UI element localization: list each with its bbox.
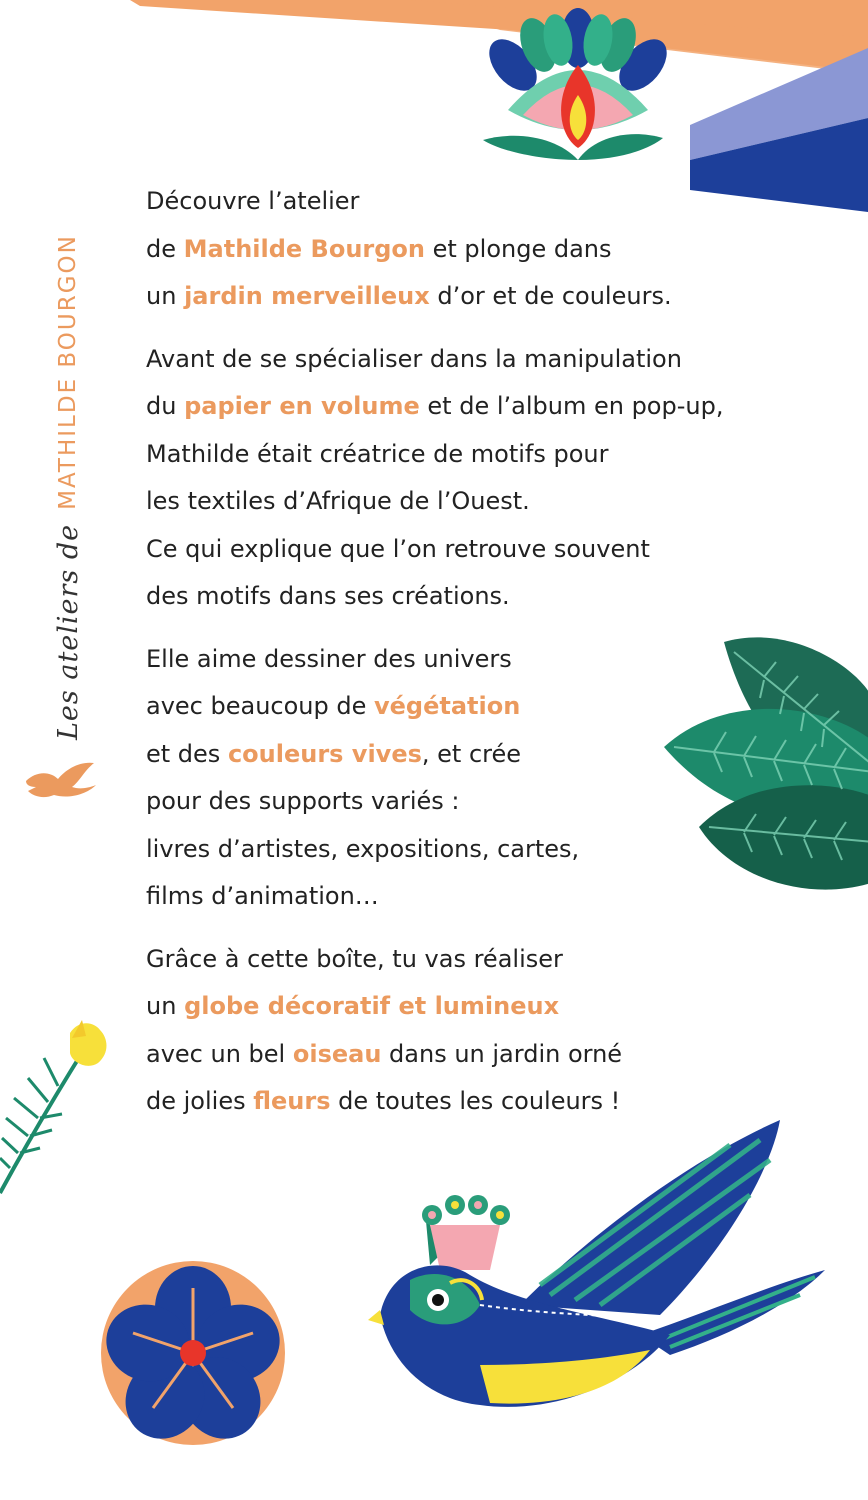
peacock-bird-icon [370,1115,830,1415]
text-line [146,778,746,826]
body-text [146,178,746,1141]
paragraph [146,936,746,1126]
text-segment: et de l’album en pop-up, [419,392,724,420]
text-line [146,383,746,431]
text-segment: Ce qui explique que l’on retrouve souvent [146,534,650,563]
text-segment: avec un bel [146,1039,293,1068]
highlight-text: oiseau [292,1039,382,1068]
text-segment: Elle aime dessiner des univers [146,644,512,673]
text-line [146,431,746,479]
text-segment: livres d’artistes, expositions, cartes, [146,834,580,863]
text-line [146,573,746,621]
text-segment: Avant de se spécialiser dans la manipulation [146,344,682,373]
text-segment: et des [146,739,228,768]
highlight-text: Mathilde Bourgon [183,234,425,263]
text-segment: de toutes les couleurs ! [330,1087,621,1115]
highlight-text: végétation [374,692,521,720]
text-line [146,336,746,384]
paragraph [146,336,746,621]
leaves-icon [664,632,868,902]
text-segment: , et crée [421,739,522,768]
text-segment: d’or et de couleurs. [429,282,672,310]
text-line [146,983,746,1031]
text-segment: Grâce à cette boîte, tu vas réaliser [146,944,563,973]
text-segment: films d’animation… [146,882,379,910]
text-line [146,478,746,526]
text-segment: avec beaucoup de [146,692,374,720]
highlight-text: fleurs [253,1087,331,1115]
highlight-text: globe décoratif et lumineux [184,992,560,1020]
paragraph [146,178,746,321]
text-segment: un [146,992,185,1020]
text-line [146,273,746,321]
text-line [146,873,746,921]
text-line [146,526,746,574]
text-segment: pour des supports variés : [146,787,460,815]
text-line [146,226,746,274]
text-segment: un [146,282,185,310]
text-segment: des motifs dans ses créations. [146,582,510,610]
text-segment: dans un jardin orné [381,1039,623,1068]
sidebar-script-text: Les ateliers de [52,523,84,740]
text-line [146,178,746,226]
text-line [146,826,746,874]
text-segment: les textiles d’Afrique de l’Ouest. [146,487,530,515]
text-line [146,731,746,779]
text-segment: du [146,392,185,420]
small-bird-icon [22,755,102,805]
text-segment: et plonge dans [425,234,612,263]
text-segment: Découvre l’atelier [146,187,360,215]
text-segment: de [146,234,184,263]
sidebar-title [50,195,86,740]
sidebar-author-name: MATHILDE BOURGON [55,234,81,510]
text-line [146,936,746,984]
text-line [146,1031,746,1079]
highlight-text: couleurs vives [227,739,422,768]
paragraph [146,636,746,921]
yellow-flower-stem-icon [0,1018,120,1198]
lotus-flower-icon [478,10,678,190]
highlight-text: jardin merveilleux [184,282,430,310]
round-flower-icon [98,1258,288,1448]
text-line [146,683,746,731]
text-segment: Mathilde était créatrice de motifs pour [146,439,609,468]
highlight-text: papier en volume [184,392,420,420]
text-segment: de jolies [146,1087,254,1115]
text-line [146,636,746,684]
